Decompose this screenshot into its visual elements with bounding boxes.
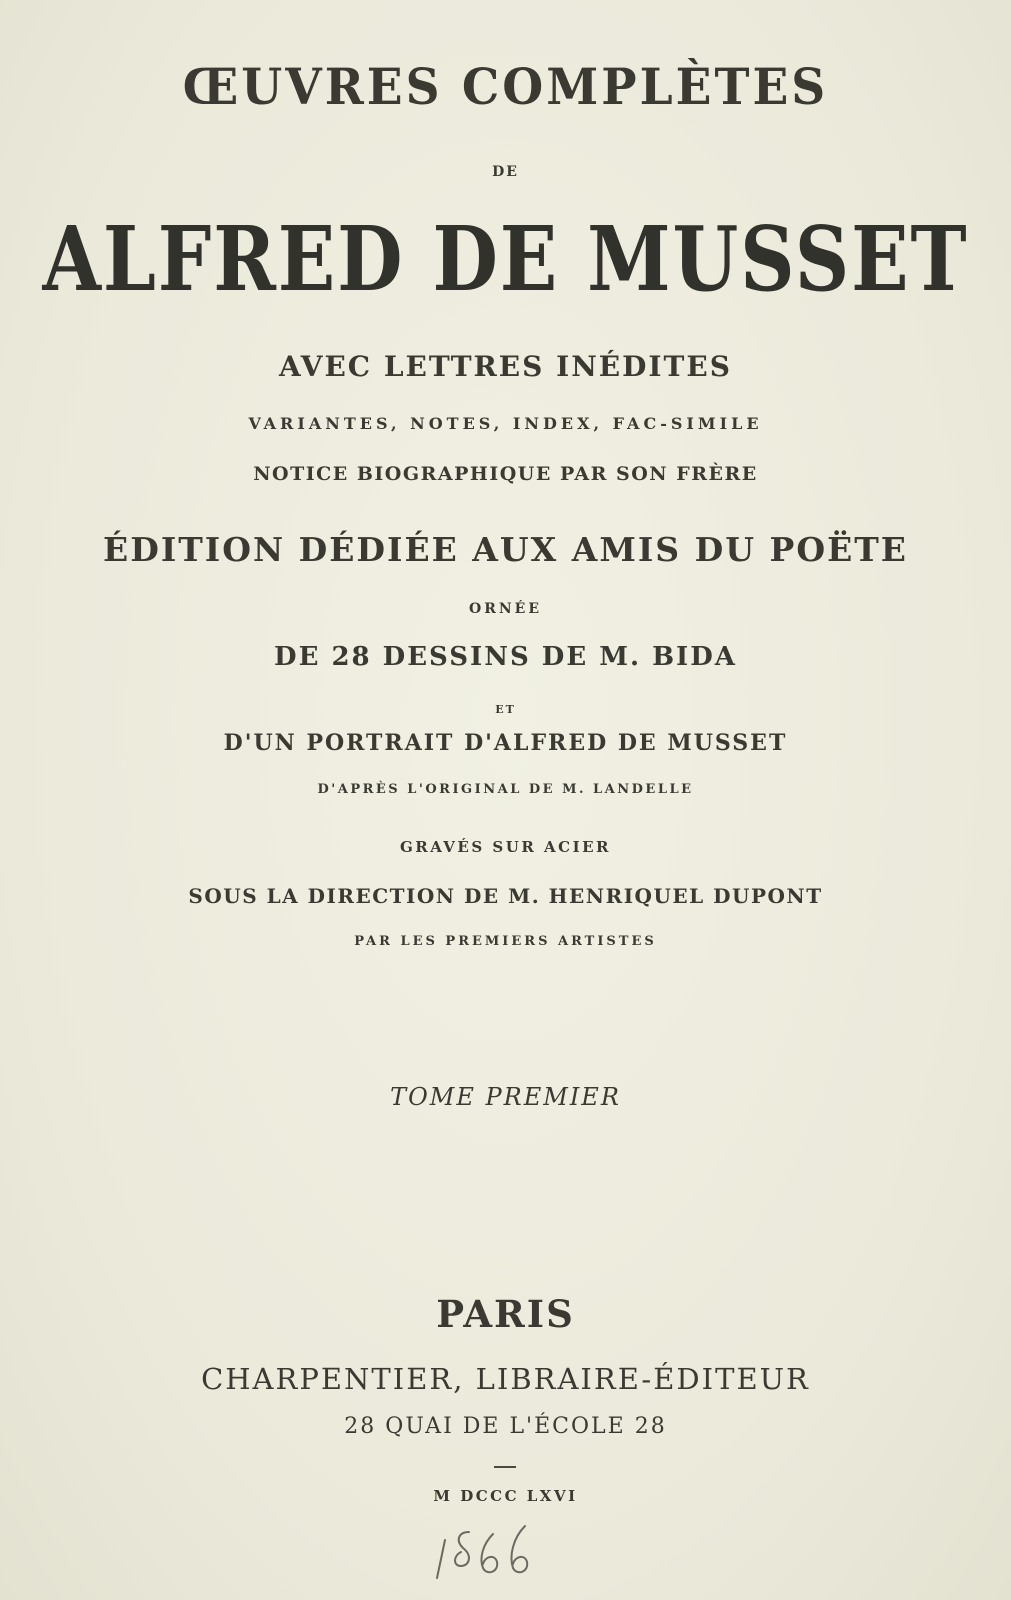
subtitle: AVEC LETTRES INÉDITES xyxy=(279,350,732,383)
imprint-publisher: CHARPENTIER, LIBRAIRE-ÉDITEUR xyxy=(201,1362,810,1396)
divider-rule xyxy=(494,1466,516,1468)
direction-line: SOUS LA DIRECTION DE M. HENRIQUEL DUPONT xyxy=(188,884,823,908)
author-name: ALFRED DE MUSSET xyxy=(42,208,969,312)
handwritten-year-annotation xyxy=(433,1518,543,1588)
contents-line: VARIANTES, NOTES, INDEX, FAC-SIMILE xyxy=(248,414,763,433)
portrait-line: D'UN PORTRAIT D'ALFRED DE MUSSET xyxy=(223,730,788,756)
conjunction-line: ET xyxy=(495,703,516,716)
illustrations-line: DE 28 DESSINS DE M. BIDA xyxy=(274,642,737,672)
imprint-address: 28 QUAI DE L'ÉCOLE 28 xyxy=(344,1414,667,1439)
edition-line: ÉDITION DÉDIÉE AUX AMIS DU POËTE xyxy=(103,530,908,569)
notice-line: NOTICE BIOGRAPHIQUE PAR SON FRÈRE xyxy=(253,463,758,485)
imprint-year: M DCCC LXVI xyxy=(433,1487,578,1505)
imprint-city: PARIS xyxy=(436,1292,575,1336)
artists-line: PAR LES PREMIERS ARTISTES xyxy=(354,934,657,949)
engraved-line: GRAVÉS SUR ACIER xyxy=(399,838,612,856)
preposition: DE xyxy=(492,164,519,180)
ornee-line: ORNÉE xyxy=(469,601,542,617)
after-original-line: D'APRÈS L'ORIGINAL DE M. LANDELLE xyxy=(317,782,694,797)
volume-label: TOME PREMIER xyxy=(390,1083,621,1111)
collection-title: ŒUVRES COMPLÈTES xyxy=(182,58,829,117)
